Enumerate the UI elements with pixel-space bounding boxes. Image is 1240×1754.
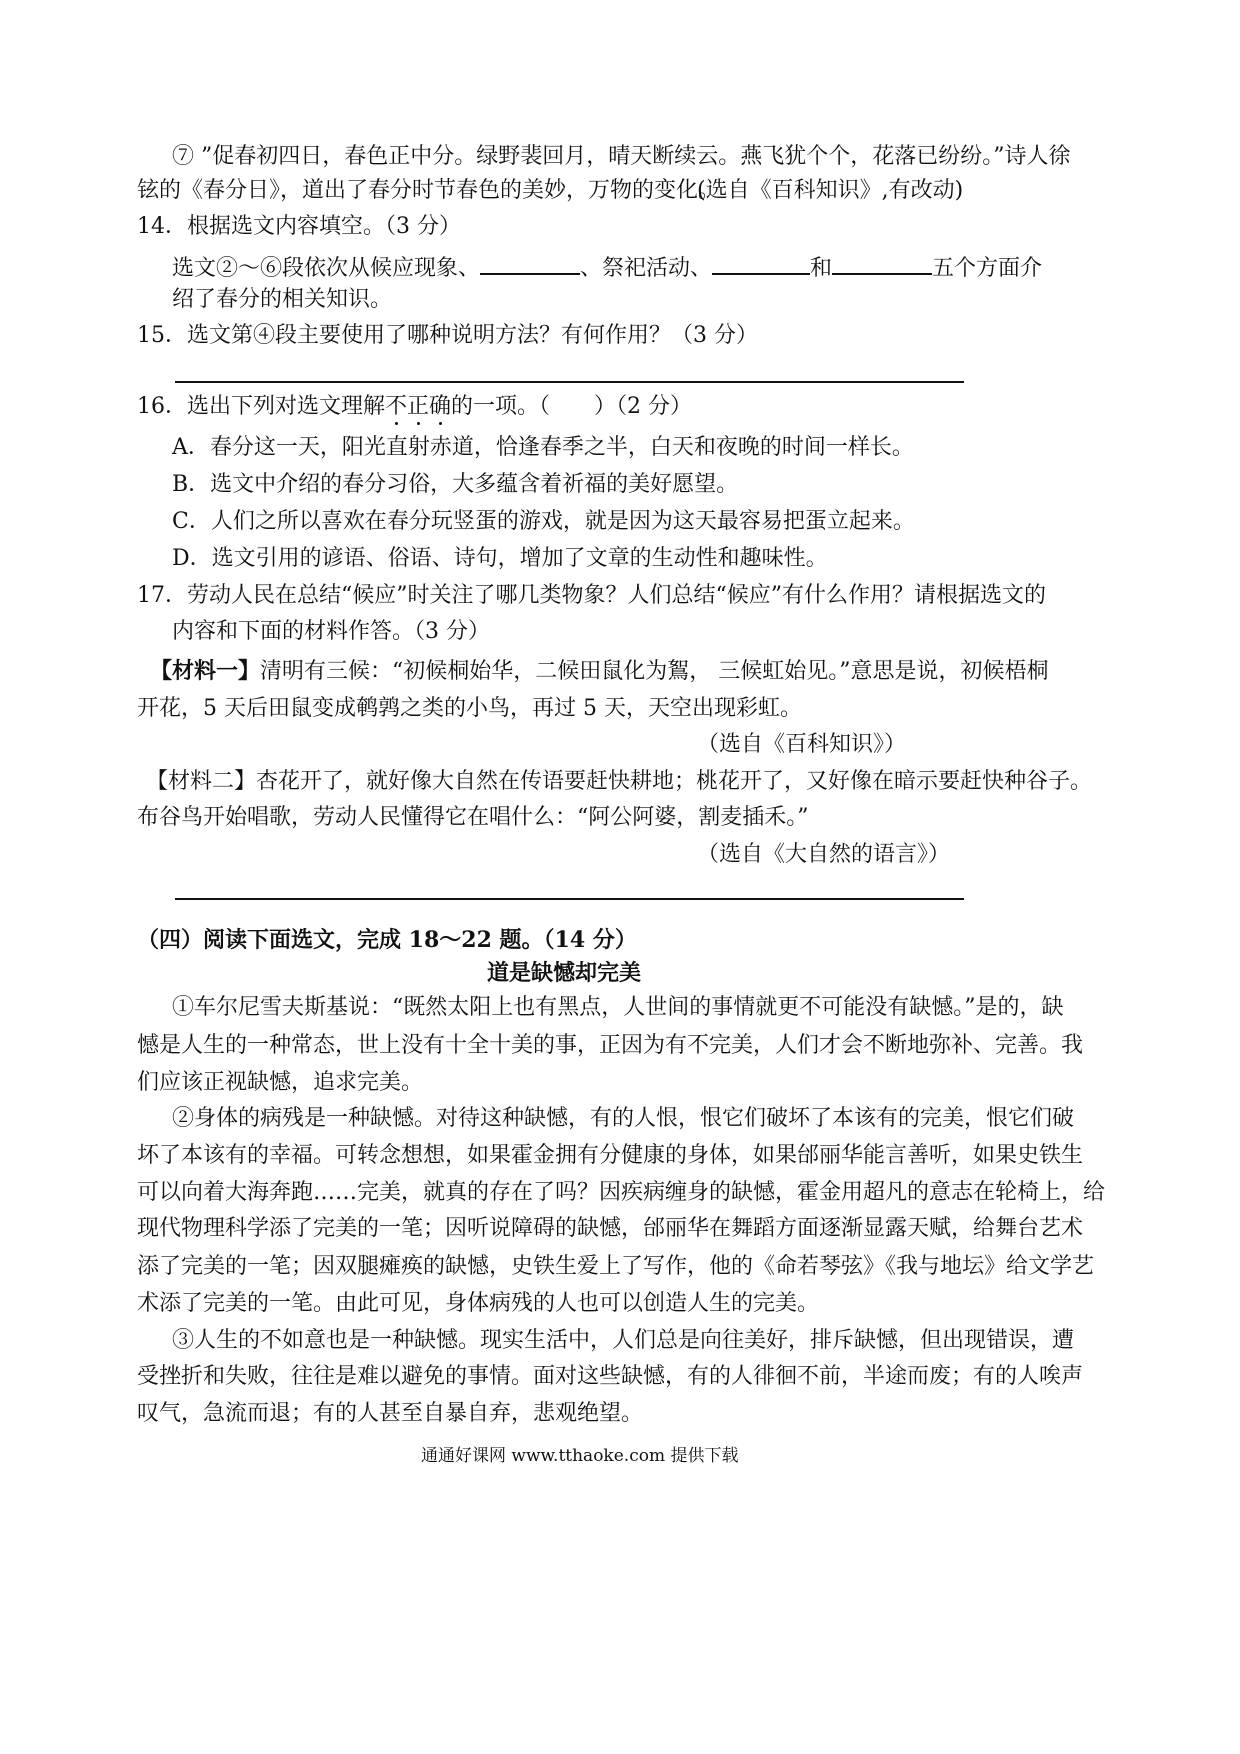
q16-stem — [137, 396, 692, 418]
q15-answer-line[interactable] — [175, 381, 964, 383]
q14-fill-line2: 绍了春分的相关知识。 — [172, 287, 393, 312]
section4-para-line: ②身体的病残是一种缺憾。对待这种缺憾，有的人恨，恨它们破坏了本该有的完美，恨它们破 — [172, 1106, 1075, 1131]
emphasis-dot-char: 确 — [429, 394, 452, 419]
section4-heading: （四）阅读下面选文，完成 18～22 题。（14 分） — [137, 927, 637, 953]
material1-label: 【材料一】 — [150, 658, 261, 684]
q16-stem-pre: 16．选出下列对选文理解 — [137, 394, 385, 419]
section4-para-line: 添了完美的一笔；因双腿瘫痪的缺憾，史铁生爱上了写作，他的《命若琴弦》《我与地坛》给文学艺 — [137, 1254, 1095, 1279]
section4-para-line: ①车尔尼雪夫斯基说：“既然太阳上也有黑点，人世间的事情就更不可能没有缺憾。”是的，缺 — [172, 995, 1064, 1020]
q14-blank-3[interactable] — [832, 253, 932, 275]
q16-option-d: D．选文引用的谚语、俗语、诗句，增加了文章的生动性和趣味性。 — [172, 546, 828, 571]
material2-line1: 【材料二】杏花开了，就好像大自然在传语要赶快耕地；桃花开了，又好像在暗示要赶快种谷子。 — [146, 769, 1093, 794]
section4-para-line: 术添了完美的一笔。由此可见，身体病残的人也可以创造人生的完美。 — [137, 1291, 820, 1316]
q16-option-a: A．春分这一天，阳光直射赤道，恰逢春季之半，白天和夜晚的时间一样长。 — [172, 435, 914, 460]
q16-option-b: B．选文中介绍的春分习俗，大多蕴含着祈福的美好愿望。 — [172, 472, 739, 497]
material2-line2: 布谷鸟开始唱歌，劳动人民懂得它在唱什么：“阿公阿婆，割麦插禾。” — [137, 805, 809, 830]
section4-para-line: ③人生的不如意也是一种缺憾。现实生活中，人们总是向往美好，排斥缺憾，但出现错误，遭 — [172, 1328, 1075, 1353]
q14-fill-text-3: 和 — [810, 256, 833, 281]
q14-fill-text-4: 五个方面介 — [932, 256, 1043, 281]
para7-text: 铉的《春分日》，道出了春分时节春色的美妙，万物的变化。 — [137, 178, 721, 203]
q17-answer-line[interactable] — [175, 898, 964, 900]
para7-line2 — [137, 180, 720, 202]
material1-line2: 开花，5 天后田鼠变成鹌鹑之类的小鸟，再过 5 天，天空出现彩虹。 — [137, 696, 802, 721]
q14-blank-2[interactable] — [712, 253, 810, 275]
material2-source: （选自《大自然的语言》） — [697, 842, 951, 867]
section4-para-line: 受挫折和失败，往往是难以避免的事情。面对这些缺憾，有的人徘徊不前，半途而废；有的人唉声 — [137, 1364, 1084, 1389]
page-footer: 通通好课网 www.tthaoke.com 提供下载 — [421, 1446, 739, 1466]
q14-fill-line — [172, 253, 1042, 280]
section4-title: 道是缺憾却完美 — [487, 960, 642, 986]
material1-text: 清明有三候：“初候桐始华，二候田鼠化为鴽， 三候虹始见。”意思是说，初候梧桐 — [260, 659, 1049, 684]
material1-source: （选自《百科知识》） — [697, 732, 907, 757]
q14-blank-1[interactable] — [480, 253, 580, 275]
emphasis-dot-char: 正 — [407, 394, 430, 419]
section4-para-line: 可以向着大海奔跑……完美，就真的存在了吗？因疾病缠身的缺憾，霍金用超凡的意志在轮椅上，给 — [137, 1180, 1106, 1205]
q16-option-c: C．人们之所以喜欢在春分玩竖蛋的游戏，就是因为这天最容易把蛋立起来。 — [172, 509, 915, 534]
q14-fill-text-2: 、祭祀活动、 — [580, 256, 713, 281]
q15-stem: 15．选文第④段主要使用了哪种说明方法？有何作用？（3 分） — [137, 323, 758, 348]
q17-stem-line2: 内容和下面的材料作答。（3 分） — [172, 619, 490, 644]
section4-para-line: 坏了本该有的幸福。可转念想想，如果霍金拥有分健康的身体，如果邰丽华能言善听，如果史铁生 — [137, 1143, 1084, 1168]
q14-fill-text-1: 选文②～⑥段依次从候应现象、 — [172, 256, 481, 281]
section4-para-line: 现代物理科学添了完美的一笔；因听说障碍的缺憾，邰丽华在舞蹈方面逐渐显露天赋，给舞台艺术 — [137, 1216, 1084, 1241]
section4-para-line: 憾是人生的一种常态，世上没有十全十美的事，正因为有不完美，人们才会不断地弥补、完善。我 — [137, 1033, 1084, 1058]
material1-line1 — [150, 660, 1049, 683]
section4-para-line: 们应该正视缺憾，追求完美。 — [137, 1070, 424, 1095]
q14-stem: 14．根据选文内容填空。（3 分） — [137, 214, 461, 239]
q17-stem-line1: 17．劳动人民在总结“候应”时关注了哪几类物象？人们总结“候应”有什么作用？请根据选文的 — [137, 583, 1046, 608]
para7-source: (选自《百科知识》,有改动) — [697, 178, 964, 203]
q16-stem-post: 的一项。（ ）（2 分） — [451, 394, 693, 419]
section4-para-line: 叹气，急流而退；有的人甚至自暴自弃，悲观绝望。 — [137, 1401, 644, 1426]
para7-line1: ⑦ ”促春初四日，春色正中分。绿野裴回月，晴天断续云。燕飞犹个个，花落已纷纷。”诗人徐 — [172, 144, 1071, 169]
emphasis-dot-char: 不 — [385, 394, 408, 419]
